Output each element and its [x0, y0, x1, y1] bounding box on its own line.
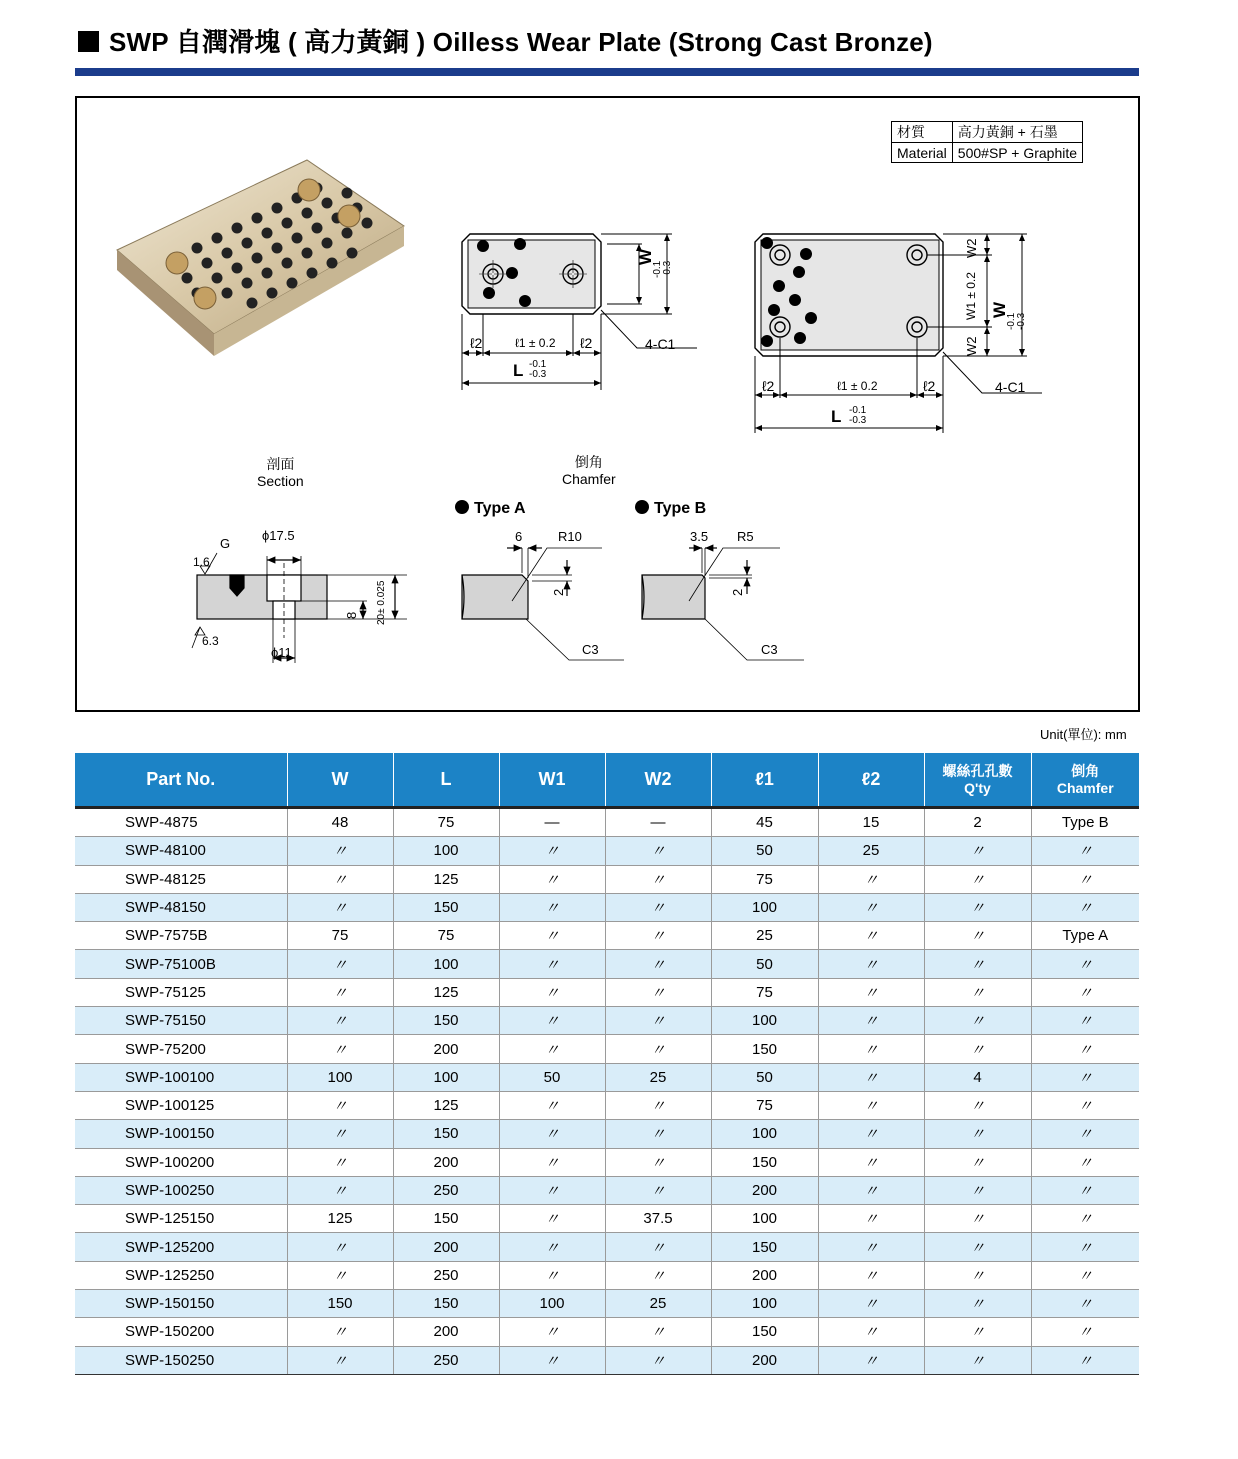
table-row [75, 808, 1139, 837]
table-cell: 〃 [818, 1346, 924, 1374]
table-cell: 〃 [1031, 837, 1139, 865]
depth-label: 8 [344, 611, 359, 619]
table-cell: 100 [711, 893, 818, 921]
table-cell: 〃 [287, 893, 393, 921]
table-cell: SWP-75125 [75, 978, 287, 1006]
table-cell: 250 [393, 1346, 499, 1374]
table-row [75, 1063, 1139, 1091]
table-cell: 75 [711, 865, 818, 893]
table-cell: 〃 [287, 837, 393, 865]
table-cell: 〃 [499, 950, 605, 978]
material-label-en: Material [892, 143, 953, 163]
dim-W-label: W [636, 248, 655, 265]
tol-top: -0.1 [849, 405, 867, 416]
table-cell: 〃 [499, 1205, 605, 1233]
table-row [75, 1176, 1139, 1204]
table-cell: 〃 [924, 1035, 1031, 1063]
section-title-en: Section [257, 473, 304, 489]
material-value-zh: 高力黃銅 + 石墨 [952, 122, 1082, 143]
header-w2: W2 [605, 753, 711, 808]
table-cell: SWP-100150 [75, 1120, 287, 1148]
table-cell: 〃 [499, 922, 605, 950]
table-cell: 〃 [924, 1007, 1031, 1035]
table-row [75, 978, 1139, 1006]
table-cell: 200 [711, 1346, 818, 1374]
tol-top: -0.1 [1006, 312, 1017, 330]
table-cell: 25 [605, 1063, 711, 1091]
table-cell: 〃 [499, 1091, 605, 1119]
table-cell: 〃 [499, 1120, 605, 1148]
table-cell: SWP-100125 [75, 1091, 287, 1119]
table-cell: 〃 [605, 1233, 711, 1261]
table-cell: 50 [499, 1063, 605, 1091]
corner-chamfer-label: 4-C1 [995, 379, 1026, 395]
table-cell: SWP-7575B [75, 922, 287, 950]
height-label: 20± 0.025 [376, 580, 387, 625]
table-cell: 〃 [1031, 1120, 1139, 1148]
table-cell: 〃 [499, 1318, 605, 1346]
table-cell: 〃 [818, 1120, 924, 1148]
table-cell: 〃 [818, 1205, 924, 1233]
table-cell: 100 [393, 837, 499, 865]
table-cell: Type A [1031, 922, 1139, 950]
table-cell: 200 [711, 1176, 818, 1204]
table-cell: 45 [711, 808, 818, 837]
material-value-en: 500#SP + Graphite [952, 143, 1082, 163]
table-cell: 〃 [287, 950, 393, 978]
table-cell: 15 [818, 808, 924, 837]
table-cell: 〃 [499, 1346, 605, 1374]
table-row [75, 1148, 1139, 1176]
table-cell: 〃 [1031, 1261, 1139, 1289]
table-cell: 〃 [924, 1290, 1031, 1318]
dim-l2-label: ℓ2 [470, 335, 483, 351]
dim-W-tolerance [1007, 313, 1027, 330]
table-cell: SWP-150150 [75, 1290, 287, 1318]
dim-L-tolerance [529, 360, 546, 380]
table-cell: 〃 [1031, 865, 1139, 893]
table-cell: 75 [711, 978, 818, 1006]
header-part-no: Part No. [75, 753, 287, 808]
table-cell: SWP-150200 [75, 1318, 287, 1346]
bullet-icon [635, 500, 649, 514]
table-cell: 〃 [924, 1318, 1031, 1346]
table-cell: 〃 [924, 1233, 1031, 1261]
table-cell: 〃 [287, 1035, 393, 1063]
table-cell: 100 [393, 1063, 499, 1091]
table-cell: SWP-48150 [75, 893, 287, 921]
table-cell: 〃 [818, 893, 924, 921]
title-rule [75, 68, 1139, 76]
corner-chamfer-label: 4-C1 [645, 336, 676, 352]
table-cell: 〃 [605, 1120, 711, 1148]
table-cell: 〃 [499, 865, 605, 893]
tol-top: -0.1 [652, 260, 663, 278]
tol-bot: -0.3 [1016, 312, 1027, 330]
table-cell: 150 [393, 893, 499, 921]
type-b-width: 3.5 [690, 529, 709, 544]
title-text: SWP 自潤滑塊 ( 高力黃銅 ) Oilless Wear Plate (Strong Cast Bronze) [109, 27, 933, 57]
header-w1: W1 [499, 753, 605, 808]
table-cell: 250 [393, 1261, 499, 1289]
table-cell: 〃 [287, 1007, 393, 1035]
table-cell: 〃 [924, 922, 1031, 950]
dim-L-tolerance [849, 406, 866, 426]
table-cell: SWP-75100B [75, 950, 287, 978]
spec-table [75, 753, 1139, 1375]
table-cell: 25 [711, 922, 818, 950]
table-row [75, 1318, 1139, 1346]
table-cell: SWP-75150 [75, 1007, 287, 1035]
table-cell: 〃 [605, 1318, 711, 1346]
type-a-heading [455, 500, 526, 518]
table-cell: SWP-75200 [75, 1035, 287, 1063]
phi-top-label: ϕ17.5 [262, 528, 295, 543]
table-cell: SWP-48125 [75, 865, 287, 893]
tol-bot: -0.3 [662, 260, 673, 278]
type-a-radius: R10 [558, 529, 582, 544]
header-l1: ℓ1 [711, 753, 818, 808]
table-cell: 〃 [605, 1007, 711, 1035]
table-cell: 200 [393, 1318, 499, 1346]
table-cell: 〃 [1031, 1063, 1139, 1091]
table-row [75, 893, 1139, 921]
table-cell: 125 [393, 1091, 499, 1119]
table-row [75, 1091, 1139, 1119]
table-cell: 100 [287, 1063, 393, 1091]
table-cell: 50 [711, 1063, 818, 1091]
product-photo [117, 160, 404, 356]
header-qty-line-2: Q'ty [964, 779, 991, 796]
table-cell: 48 [287, 808, 393, 837]
table-cell: 〃 [287, 1120, 393, 1148]
table-row [75, 837, 1139, 865]
table-cell: 〃 [605, 1176, 711, 1204]
square-bullet-icon [78, 31, 99, 52]
table-cell: — [605, 808, 711, 837]
material-label-zh: 材質 [892, 122, 953, 143]
dim-l1-label: ℓ1 ± 0.2 [515, 336, 556, 350]
table-cell: 〃 [818, 978, 924, 1006]
table-cell: 125 [393, 978, 499, 1006]
table-cell: 〃 [499, 1007, 605, 1035]
header-qty [924, 753, 1031, 808]
table-cell: 〃 [1031, 1205, 1139, 1233]
dim-L-label: L [831, 407, 842, 426]
table-cell: 〃 [924, 893, 1031, 921]
table-cell: 〃 [605, 1261, 711, 1289]
table-cell: 200 [393, 1035, 499, 1063]
table-cell: 〃 [818, 1290, 924, 1318]
table-cell: 〃 [1031, 1346, 1139, 1374]
header-l2: ℓ2 [818, 753, 924, 808]
table-cell: 100 [711, 1205, 818, 1233]
dim-l1-label: ℓ1 ± 0.2 [837, 379, 878, 393]
table-cell: 100 [711, 1120, 818, 1148]
type-b-radius: R5 [737, 529, 754, 544]
table-cell: 〃 [924, 1148, 1031, 1176]
table-cell: 〃 [287, 1233, 393, 1261]
table-cell: 150 [287, 1290, 393, 1318]
table-cell: SWP-48100 [75, 837, 287, 865]
type-a-depth: 2 [551, 588, 566, 596]
table-cell: 〃 [818, 1233, 924, 1261]
table-cell: 150 [393, 1205, 499, 1233]
table-cell: 125 [287, 1205, 393, 1233]
header-chamfer-line-1: 倒角 [1071, 762, 1100, 779]
table-cell: 〃 [605, 978, 711, 1006]
table-cell: 〃 [924, 837, 1031, 865]
table-cell: 25 [818, 837, 924, 865]
table-cell: 〃 [287, 1091, 393, 1119]
table-cell: 〃 [818, 1148, 924, 1176]
table-row [75, 1120, 1139, 1148]
table-cell: 〃 [1031, 1148, 1139, 1176]
table-cell: 〃 [818, 1318, 924, 1346]
tol-top: -0.1 [529, 359, 547, 370]
table-cell: 75 [711, 1091, 818, 1119]
type-b-heading [635, 500, 706, 518]
table-row [75, 1261, 1139, 1289]
table-cell: 〃 [1031, 1035, 1139, 1063]
page-title [78, 22, 933, 59]
table-cell: 〃 [499, 837, 605, 865]
table-row [75, 1346, 1139, 1374]
table-cell: SWP-4875 [75, 808, 287, 837]
table-row [75, 1233, 1139, 1261]
table-cell: 〃 [287, 1176, 393, 1204]
table-cell: 〃 [924, 950, 1031, 978]
table-body [75, 808, 1139, 1375]
table-cell: 〃 [605, 950, 711, 978]
type-b-c: C3 [761, 642, 778, 657]
table-cell: 150 [711, 1233, 818, 1261]
dim-l2-label: ℓ2 [923, 378, 936, 394]
table-cell: 〃 [605, 1091, 711, 1119]
table-cell: SWP-125250 [75, 1261, 287, 1289]
table-cell: 75 [393, 922, 499, 950]
chamfer-type-b-view [642, 548, 804, 660]
tol-bot: -0.3 [849, 415, 867, 426]
type-a-label: Type A [474, 500, 526, 517]
dim-L-label: L [513, 361, 524, 380]
dim-W-tolerance [653, 261, 673, 278]
table-cell: 〃 [818, 922, 924, 950]
table-row [75, 1007, 1139, 1035]
table-cell: 150 [711, 1148, 818, 1176]
table-cell: 〃 [818, 1063, 924, 1091]
table-cell: 〃 [499, 893, 605, 921]
unit-note: Unit(單位): mm [1040, 727, 1127, 742]
table-cell: 〃 [287, 1346, 393, 1374]
header-l: L [393, 753, 499, 808]
table-cell: 〃 [818, 865, 924, 893]
table-cell: 〃 [924, 1261, 1031, 1289]
table-cell: 150 [711, 1035, 818, 1063]
table-cell: SWP-100200 [75, 1148, 287, 1176]
table-cell: 〃 [1031, 1091, 1139, 1119]
table-cell: 〃 [605, 865, 711, 893]
dim-W-label: W [990, 301, 1009, 318]
table-cell: 50 [711, 950, 818, 978]
table-cell: 125 [393, 865, 499, 893]
table-cell: 〃 [818, 1176, 924, 1204]
table-cell: 200 [393, 1233, 499, 1261]
section-title-zh: 剖面 [266, 456, 295, 472]
dim-l2-label: ℓ2 [762, 378, 775, 394]
table-cell: 2 [924, 808, 1031, 837]
header-qty-line-1: 螺絲孔孔數 [942, 762, 1013, 779]
table-cell: 〃 [605, 1148, 711, 1176]
table-cell: 〃 [1031, 893, 1139, 921]
table-cell: 〃 [499, 1261, 605, 1289]
table-cell: 〃 [1031, 978, 1139, 1006]
table-cell: 75 [393, 808, 499, 837]
table-cell: 〃 [287, 1261, 393, 1289]
table-cell: 〃 [499, 1148, 605, 1176]
dim-W1-label: W1 ± 0.2 [964, 272, 978, 320]
table-cell: 〃 [499, 1176, 605, 1204]
table-header-row [75, 753, 1139, 808]
g-label: G [220, 536, 231, 551]
dim-l2-label: ℓ2 [580, 335, 593, 351]
table-cell: 50 [711, 837, 818, 865]
table-cell: SWP-100250 [75, 1176, 287, 1204]
table-cell: 〃 [818, 1091, 924, 1119]
table-cell: SWP-150250 [75, 1346, 287, 1374]
roughness-bottom-label: 6.3 [202, 634, 219, 648]
table-cell: 〃 [499, 1035, 605, 1063]
type-a-c: C3 [582, 642, 599, 657]
table-cell: 〃 [1031, 1007, 1139, 1035]
table-cell: 〃 [924, 978, 1031, 1006]
table-cell: 37.5 [605, 1205, 711, 1233]
table-cell: 〃 [287, 1148, 393, 1176]
table-cell: 250 [393, 1176, 499, 1204]
table-cell: 150 [393, 1007, 499, 1035]
table-cell: 100 [499, 1290, 605, 1318]
table-cell: 〃 [818, 1035, 924, 1063]
table-cell: 〃 [924, 1176, 1031, 1204]
table-cell: 100 [711, 1290, 818, 1318]
table-cell: 〃 [1031, 1318, 1139, 1346]
table-cell: 100 [711, 1007, 818, 1035]
table-cell: 〃 [605, 922, 711, 950]
bullet-icon [455, 500, 469, 514]
type-b-label: Type B [654, 500, 707, 517]
table-cell: 〃 [818, 950, 924, 978]
tol-bot: -0.3 [529, 369, 547, 380]
table-cell: 200 [393, 1148, 499, 1176]
table-cell: 〃 [924, 1120, 1031, 1148]
plan-view-4-holes [755, 234, 943, 356]
table-cell: 〃 [287, 865, 393, 893]
type-a-width: 6 [515, 529, 523, 544]
table-cell: 〃 [1031, 950, 1139, 978]
table-cell: 150 [393, 1120, 499, 1148]
drawing-panel [75, 96, 1140, 712]
table-cell: 〃 [924, 1091, 1031, 1119]
table-row [75, 1035, 1139, 1063]
chamfer-title-en: Chamfer [562, 471, 616, 487]
table-cell: 100 [393, 950, 499, 978]
table-row [75, 865, 1139, 893]
table-row [75, 950, 1139, 978]
table-cell: 〃 [287, 978, 393, 1006]
table-cell: 〃 [1031, 1176, 1139, 1204]
table-cell: 〃 [499, 1233, 605, 1261]
chamfer-type-a-view [462, 548, 624, 660]
table-cell: 〃 [605, 893, 711, 921]
table-row [75, 922, 1139, 950]
technical-drawing [77, 98, 1138, 710]
table-cell: 150 [711, 1318, 818, 1346]
table-cell: 200 [711, 1261, 818, 1289]
table-cell: 75 [287, 922, 393, 950]
table-cell: 〃 [818, 1261, 924, 1289]
table-cell: SWP-100100 [75, 1063, 287, 1091]
header-chamfer-line-2: Chamfer [1056, 779, 1114, 796]
header-chamfer [1031, 753, 1139, 808]
header-w: W [287, 753, 393, 808]
table-cell: 〃 [605, 1346, 711, 1374]
table-row [75, 1205, 1139, 1233]
dim-W2-label: W2 [964, 336, 979, 356]
table-row [75, 1290, 1139, 1318]
table-cell: SWP-125200 [75, 1233, 287, 1261]
section-title [257, 456, 304, 490]
table-cell: 〃 [924, 1346, 1031, 1374]
table-cell: 〃 [287, 1318, 393, 1346]
dim-W2-label: W2 [964, 238, 979, 258]
table-cell: 25 [605, 1290, 711, 1318]
table-cell: — [499, 808, 605, 837]
chamfer-title-zh: 倒角 [574, 454, 603, 470]
table-cell: 〃 [605, 1035, 711, 1063]
table-cell: 〃 [605, 837, 711, 865]
table-cell: 〃 [499, 978, 605, 1006]
table-cell: SWP-125150 [75, 1205, 287, 1233]
table-cell: 〃 [818, 1007, 924, 1035]
roughness-top-label: 1.6 [193, 555, 210, 569]
table-cell: Type B [1031, 808, 1139, 837]
chamfer-title [562, 454, 616, 488]
type-b-depth: 2 [730, 588, 745, 596]
table-cell: 150 [393, 1290, 499, 1318]
table-cell: 〃 [924, 865, 1031, 893]
table-cell: 4 [924, 1063, 1031, 1091]
phi-bottom-label: ϕ11 [271, 645, 292, 660]
table-cell: 〃 [924, 1205, 1031, 1233]
table-cell: 〃 [1031, 1290, 1139, 1318]
table-cell: 〃 [1031, 1233, 1139, 1261]
